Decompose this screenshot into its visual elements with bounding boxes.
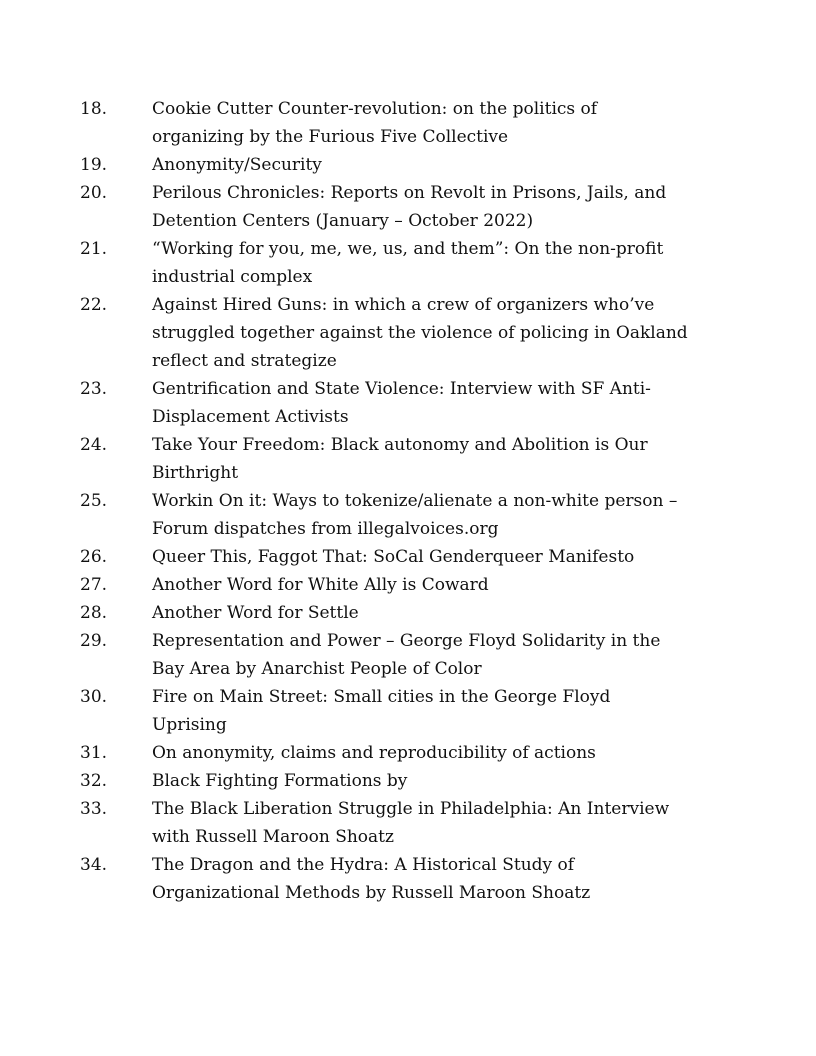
toc-entry [80, 235, 720, 291]
toc-entry-number: 34. [80, 855, 108, 875]
toc-entry-title: The Dragon and the Hydra: A Historical Study of Organizational Methods by Russell Maroon Shoatz [152, 855, 591, 903]
toc-entry [80, 683, 720, 739]
toc-entry [80, 627, 720, 683]
toc-entry-title: Another Word for Settle [152, 603, 359, 623]
toc-entry-number: 30. [80, 687, 108, 707]
toc-entry-title: Against Hired Guns: in which a crew of organizers who’ve struggled together against the violence of policing in Oakland reflect and strategize [152, 295, 688, 371]
toc-entry-title: Queer This, Faggot That: SoCal Genderqueer Manifesto [152, 547, 635, 567]
toc-entry-title: Anonymity/Security [152, 155, 322, 175]
toc-entry-title: Another Word for White Ally is Coward [152, 575, 489, 595]
toc-entry-title: “Working for you, me, we, us, and them”: On the non-profit industrial complex [152, 239, 664, 287]
table-of-contents [80, 95, 720, 907]
toc-entry-title: Gentrification and State Violence: Interview with SF Anti- Displacement Activists [152, 379, 651, 427]
toc-entry [80, 795, 720, 851]
toc-entry-title: The Black Liberation Struggle in Philadelphia: An Interview with Russell Maroon Shoatz [152, 799, 670, 847]
toc-entry-title: On anonymity, claims and reproducibility of actions [152, 743, 596, 763]
toc-entry-title: Workin On it: Ways to tokenize/alienate a non-white person – Forum dispatches from illegalvoices.org [152, 491, 678, 539]
toc-entry [80, 739, 720, 767]
toc-entry-number: 24. [80, 435, 108, 455]
toc-entry [80, 487, 720, 543]
toc-entry [80, 179, 720, 235]
toc-entry-title: Take Your Freedom: Black autonomy and Abolition is Our Birthright [152, 435, 648, 483]
toc-entry-number: 23. [80, 379, 108, 399]
toc-entry-number: 22. [80, 295, 108, 315]
toc-entry-number: 20. [80, 183, 108, 203]
toc-entry [80, 151, 720, 179]
toc-entry-title: Fire on Main Street: Small cities in the George Floyd Uprising [152, 687, 611, 735]
toc-entry [80, 599, 720, 627]
toc-entry [80, 851, 720, 907]
toc-entry-number: 31. [80, 743, 108, 763]
toc-entry-number: 28. [80, 603, 108, 623]
toc-entry [80, 291, 720, 375]
toc-entry-title: Perilous Chronicles: Reports on Revolt in Prisons, Jails, and Detention Centers (January – October 2022) [152, 183, 667, 231]
toc-entry [80, 543, 720, 571]
toc-entry-number: 27. [80, 575, 108, 595]
toc-entry-number: 33. [80, 799, 108, 819]
toc-entry-number: 19. [80, 155, 108, 175]
toc-entry [80, 431, 720, 487]
toc-entry-title: Black Fighting Formations by [152, 771, 408, 791]
toc-entry [80, 767, 720, 795]
toc-entry [80, 95, 720, 151]
toc-entry-title: Representation and Power – George Floyd Solidarity in the Bay Area by Anarchist People of Color [152, 631, 661, 679]
toc-entry-number: 32. [80, 771, 108, 791]
toc-entry-title: Cookie Cutter Counter-revolution: on the politics of organizing by the Furious Five Collective [152, 99, 598, 147]
toc-entry-number: 25. [80, 491, 108, 511]
toc-entry-number: 26. [80, 547, 108, 567]
toc-entry-number: 18. [80, 99, 108, 119]
toc-entry-number: 29. [80, 631, 108, 651]
toc-entry-number: 21. [80, 239, 108, 259]
toc-entry [80, 571, 720, 599]
toc-entry [80, 375, 720, 431]
